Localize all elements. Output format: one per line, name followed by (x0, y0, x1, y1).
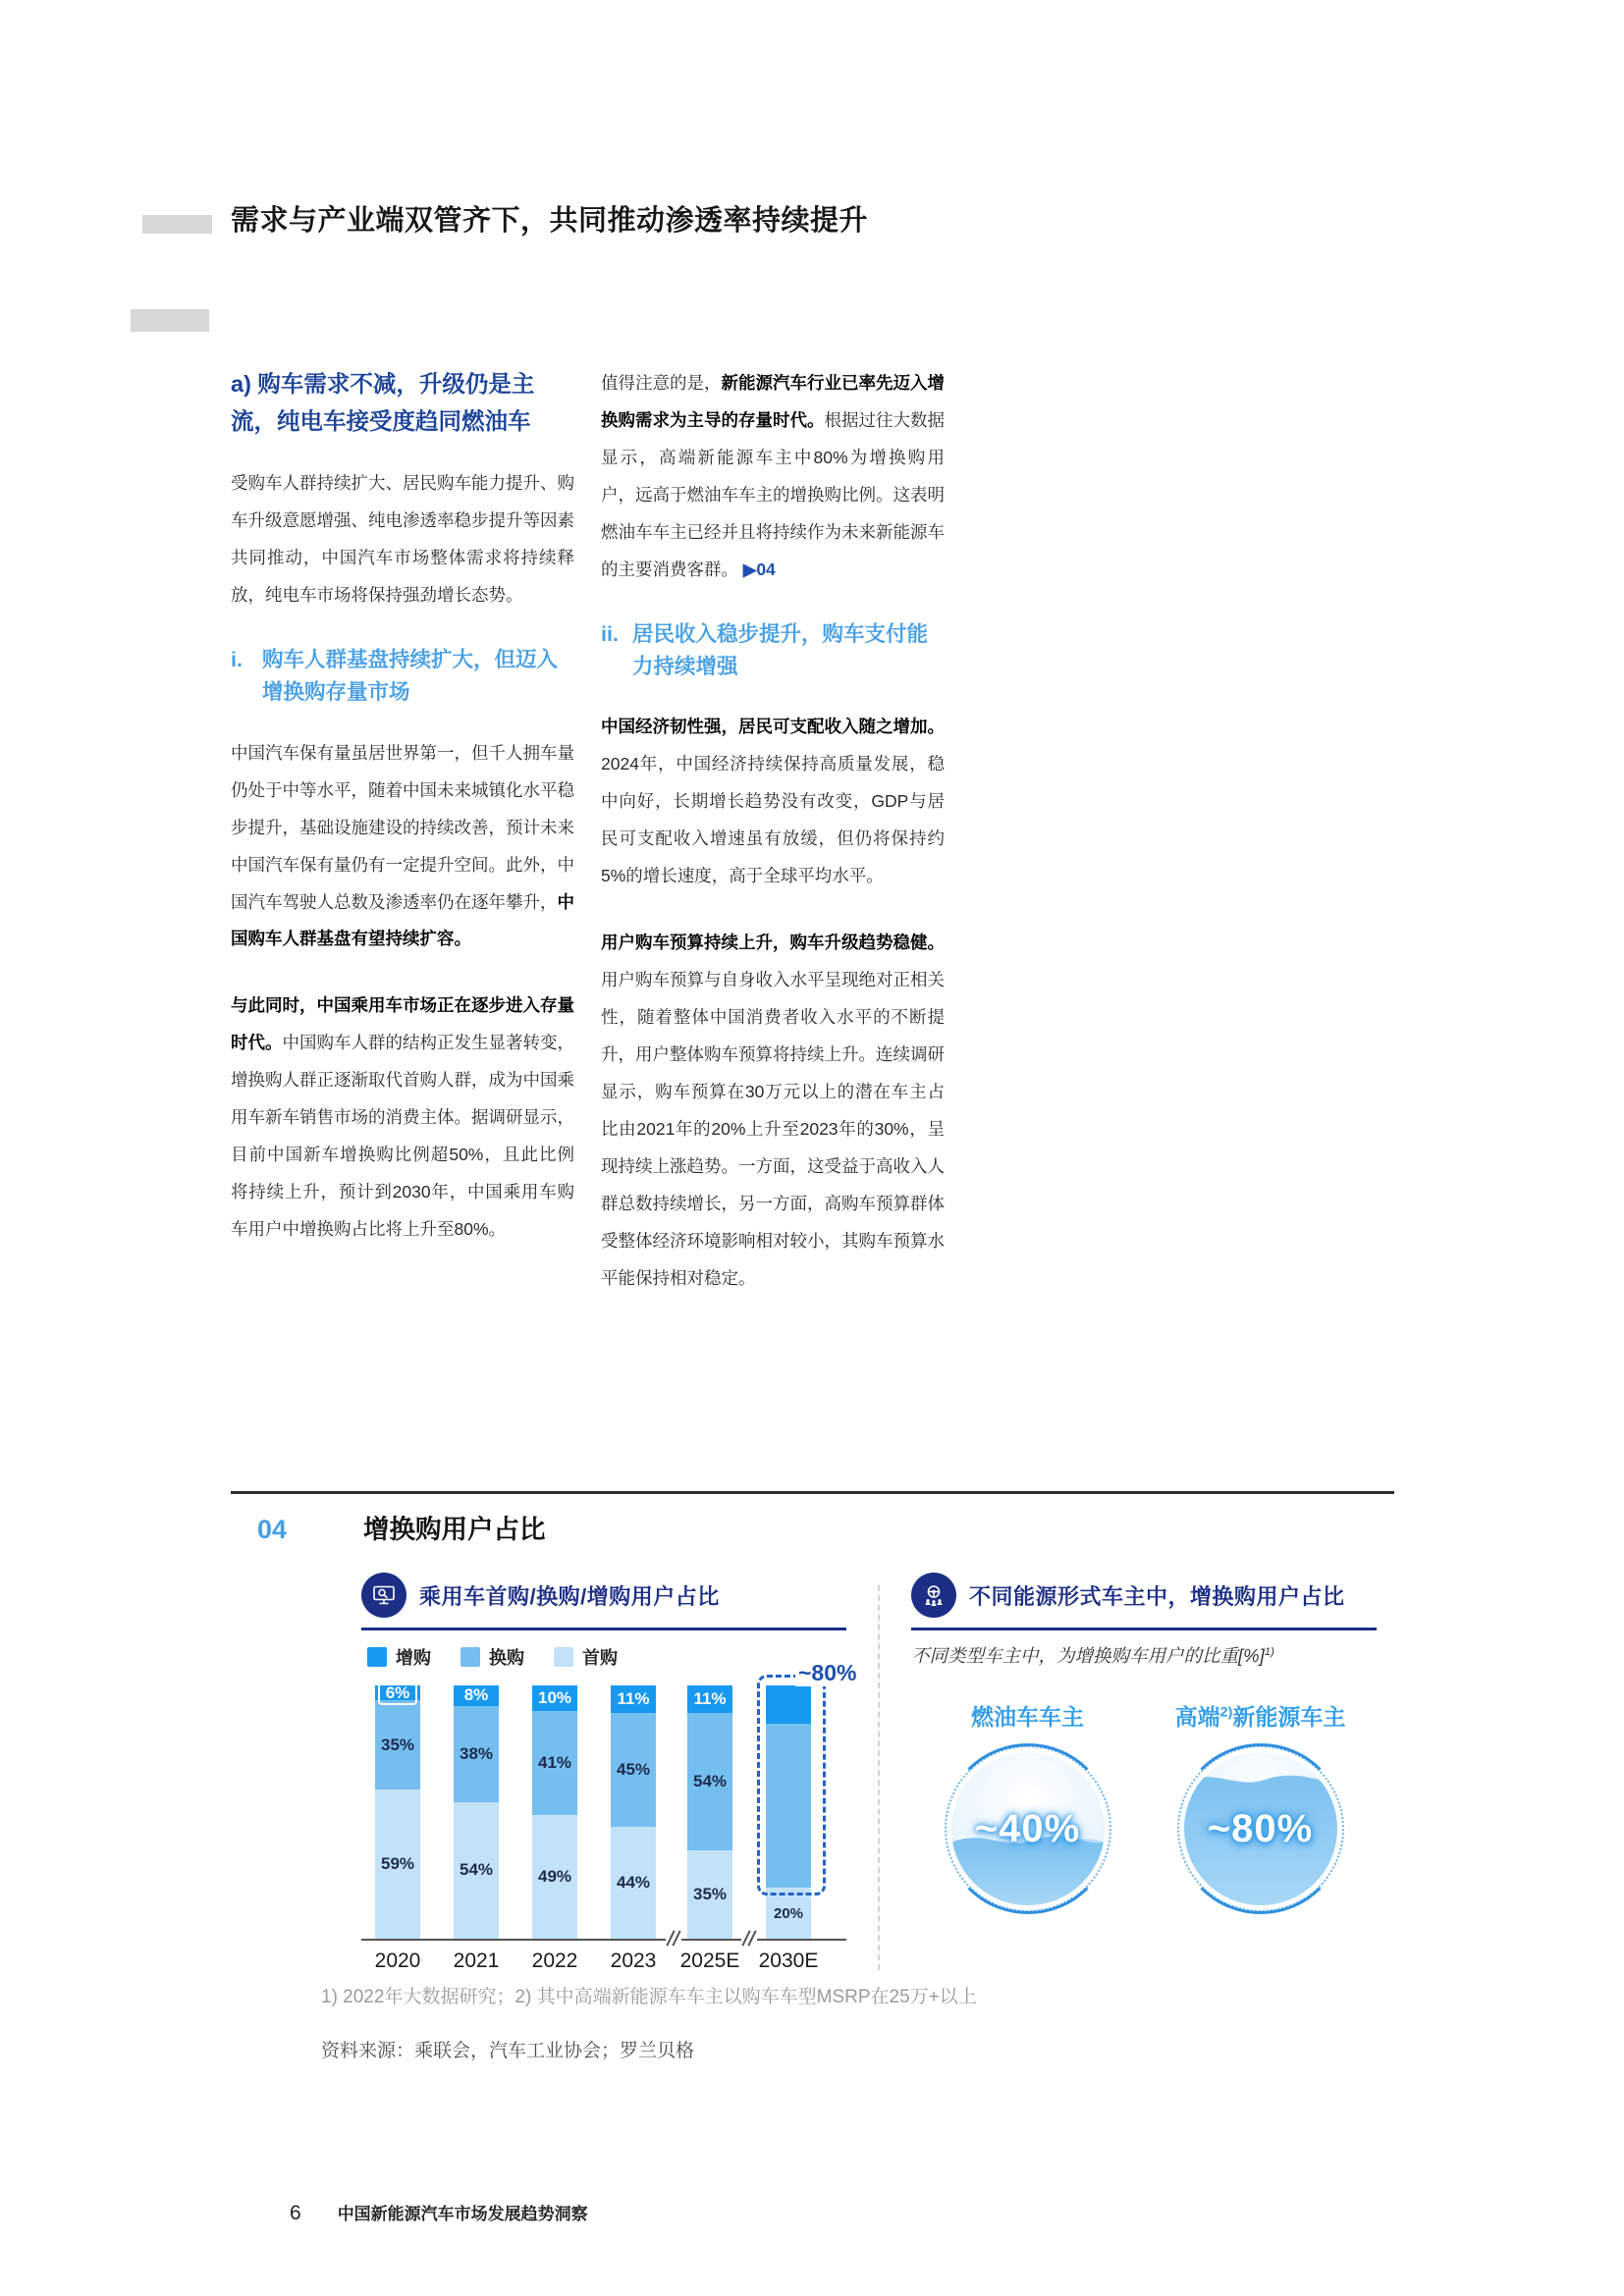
heading-text: 居民收入稳步提升，购车支付能力持续增强 (632, 621, 929, 679)
gauge-chart-subtitle: 不同类型车主中，为增换购车用户的比重[%]$^{1)}$ (911, 1645, 1274, 1666)
exhibit-source: 资料来源：乘联会，汽车工业协会；罗兰贝格 (321, 2041, 695, 2061)
gauge-panel-header (911, 1573, 1377, 1630)
page-title: 需求与产业端双管齐下，共同推动渗透率持续提升 (231, 205, 869, 237)
exhibit-footnote: 1) 2022年大数据研究；2) 其中高端新能源车车主以购车车型MSRP在25万+以上 (321, 1987, 977, 2007)
monitor-analytics-icon (361, 1573, 406, 1618)
paragraph: 受购车人群持续扩大、居民购车能力提升、购车升级意愿增强、纯电渗透率稳步提升等因素共同推动，中国汽车市场整体需求将持续释放，纯电车市场将保持强劲增长态势。 (231, 473, 574, 606)
paragraph: 与此同时，中国乘用车市场正在逐步进入存量时代。中国购车人群的结构正发生显著转变，增换购人群正逐渐取代首购人群，成为中国乘用车新车销售市场的消费主体。据调研显示，目前中国新车增换购比例超50%，且此比例将持续上升，预计到2030年，中国乘用车购车用户中增换购占比将上升至80%。 (231, 995, 574, 1240)
panel-divider (878, 1585, 880, 1970)
bar-segment: 45% (611, 1713, 656, 1827)
bar-annotation-label: ~80% (795, 1660, 859, 1686)
legend-item: 换购 (460, 1644, 524, 1670)
legend-item: 首购 (554, 1644, 618, 1670)
paragraph: 中国经济韧性强，居民可支配收入随之增加。2024年，中国经济持续保持高质量发展，稳中向好，长期增长趋势没有改变，GDP与居民可支配收入增速虽有放缓，但仍将保持约5%的增长速度，高于全球平均水平。 (601, 717, 945, 886)
bar-2025E (687, 1685, 732, 1939)
dashed-highlight-box (757, 1675, 826, 1896)
bar-segment: 41% (532, 1711, 577, 1815)
gauge-label: 燃油车车主 (971, 1704, 1084, 1730)
gauge-chart-title: 不同能源形式车主中，增换购用户占比 (969, 1583, 1345, 1609)
legend-swatch (554, 1647, 573, 1667)
gauges-row (911, 1745, 1377, 1912)
page-number: 6 (290, 2202, 301, 2224)
drivers-icon (911, 1573, 956, 1618)
paragraph: 用户购车预算持续上升，购车升级趋势稳健。用户购车预算与自身收入水平呈现绝对正相关性，随着整体中国消费者收入水平的不断提升，用户整体购车预算将持续上升。连续调研显示，购车预算在30万元以上的潜在车主占比由2021年的20%上升至2023年的30%，呈现持续上涨趋势。一方面，这受益于高收入人群总数持续增长，另一方面，高购车预算群体受整体经济环境影响相对较小，其购车预算水平能保持相对稳定。 (601, 933, 945, 1288)
liquid-gauge (1177, 1745, 1344, 1912)
bar-segment: 54% (687, 1713, 732, 1849)
subsection-heading-i (231, 644, 574, 710)
section-heading-a: a) 购车需求不减，升级仍是主流，纯电车接受度趋同燃油车 (231, 371, 535, 435)
bar-segment: 44% (611, 1827, 656, 1939)
heading-text: 购车人群基盘持续扩大，但迈入增换购存量市场 (262, 648, 559, 705)
bar-chart-title: 乘用车首购/换购/增购用户占比 (419, 1583, 720, 1609)
bar-2023 (611, 1685, 656, 1939)
bar-segment: 59% (375, 1789, 420, 1939)
heading-marker: i. (231, 648, 243, 671)
exhibit-number: 04 (257, 1515, 288, 1544)
chart-legend (367, 1644, 846, 1670)
paragraph: 值得注意的是，新能源汽车行业已率先迈入增换购需求为主导的存量时代。根据过往大数据显示，高端新能源车主中80%为增换购用户，远高于燃油车车主的增换购比例。这表明燃油车车主已经并且将持续作为未来新能源车的主要消费客群。 ▶04 (601, 373, 945, 579)
gauge-panel (911, 1573, 1377, 1912)
page-footer (290, 2200, 588, 2225)
paragraph: 中国汽车保有量虽居世界第一，但千人拥车量仍处于中等水平，随着中国未来城镇化水平稳步提升，基础设施建设的持续改善，预计未来中国汽车保有量仍有一定提升空间。此外，中国汽车驾驶人总数及渗透率仍在逐年攀升，中国购车人群基盘有望持续扩容。 (231, 742, 574, 949)
x-axis-label: 2025E (679, 1949, 740, 1972)
legend-item: 增购 (367, 1644, 431, 1670)
legend-swatch (367, 1647, 387, 1667)
stacked-bar-chart (361, 1660, 857, 1941)
gauge-label: 高端$^{2)}$新能源车主 (1174, 1704, 1346, 1730)
bar-segment: 54% (454, 1802, 499, 1939)
bar-segment: 11% (611, 1685, 656, 1713)
x-axis-label: 2022 (531, 1949, 578, 1972)
gauge-cell (911, 1745, 1144, 1912)
legend-swatch (460, 1647, 480, 1667)
decor-bar-top (142, 215, 212, 234)
bar-segment: 20% (766, 1888, 811, 1939)
bar-segment: 35% (375, 1700, 420, 1789)
bar-segment: 10% (532, 1685, 577, 1711)
liquid-gauge (945, 1745, 1111, 1912)
heading-marker: ii. (601, 621, 619, 646)
left-column (231, 365, 574, 1327)
x-axis-label: 2023 (610, 1949, 657, 1972)
bar-2021 (454, 1685, 499, 1939)
bar-segment: 35% (687, 1850, 732, 1939)
article-columns (231, 365, 945, 1327)
decor-bar-bottom (131, 309, 209, 332)
x-axis-label: 2030E (758, 1949, 819, 1972)
bar-segment: 8% (454, 1685, 499, 1706)
bar-chart-panel (361, 1573, 857, 1975)
subsection-heading-ii (601, 618, 945, 684)
bar-chart-panel-header (361, 1573, 846, 1630)
bar-segment: 49% (532, 1815, 577, 1939)
gauge-value: ~40% (974, 1806, 1081, 1850)
exhibit-divider-line (231, 1491, 1394, 1494)
x-axis-labels (361, 1949, 846, 1975)
bar-segment: 6% (375, 1685, 420, 1700)
exhibit-header (257, 1508, 546, 1546)
gauge-cell (1144, 1745, 1377, 1912)
document-title: 中国新能源汽车市场发展趋势洞察 (337, 2205, 588, 2223)
gauge-value: ~80% (1207, 1806, 1314, 1850)
gauge-labels-row (911, 1699, 1377, 1732)
x-axis-label: 2021 (453, 1949, 500, 1972)
axis-break-mark (666, 1930, 681, 1947)
x-axis-label: 2020 (374, 1949, 421, 1972)
exhibit-title: 增换购用户占比 (363, 1515, 546, 1544)
bar-2020 (375, 1682, 420, 1939)
right-column (601, 365, 945, 1327)
axis-break-mark (741, 1930, 757, 1947)
bar-2022 (532, 1685, 577, 1939)
bar-segment: 38% (454, 1706, 499, 1802)
bar-segment: 11% (687, 1685, 732, 1713)
